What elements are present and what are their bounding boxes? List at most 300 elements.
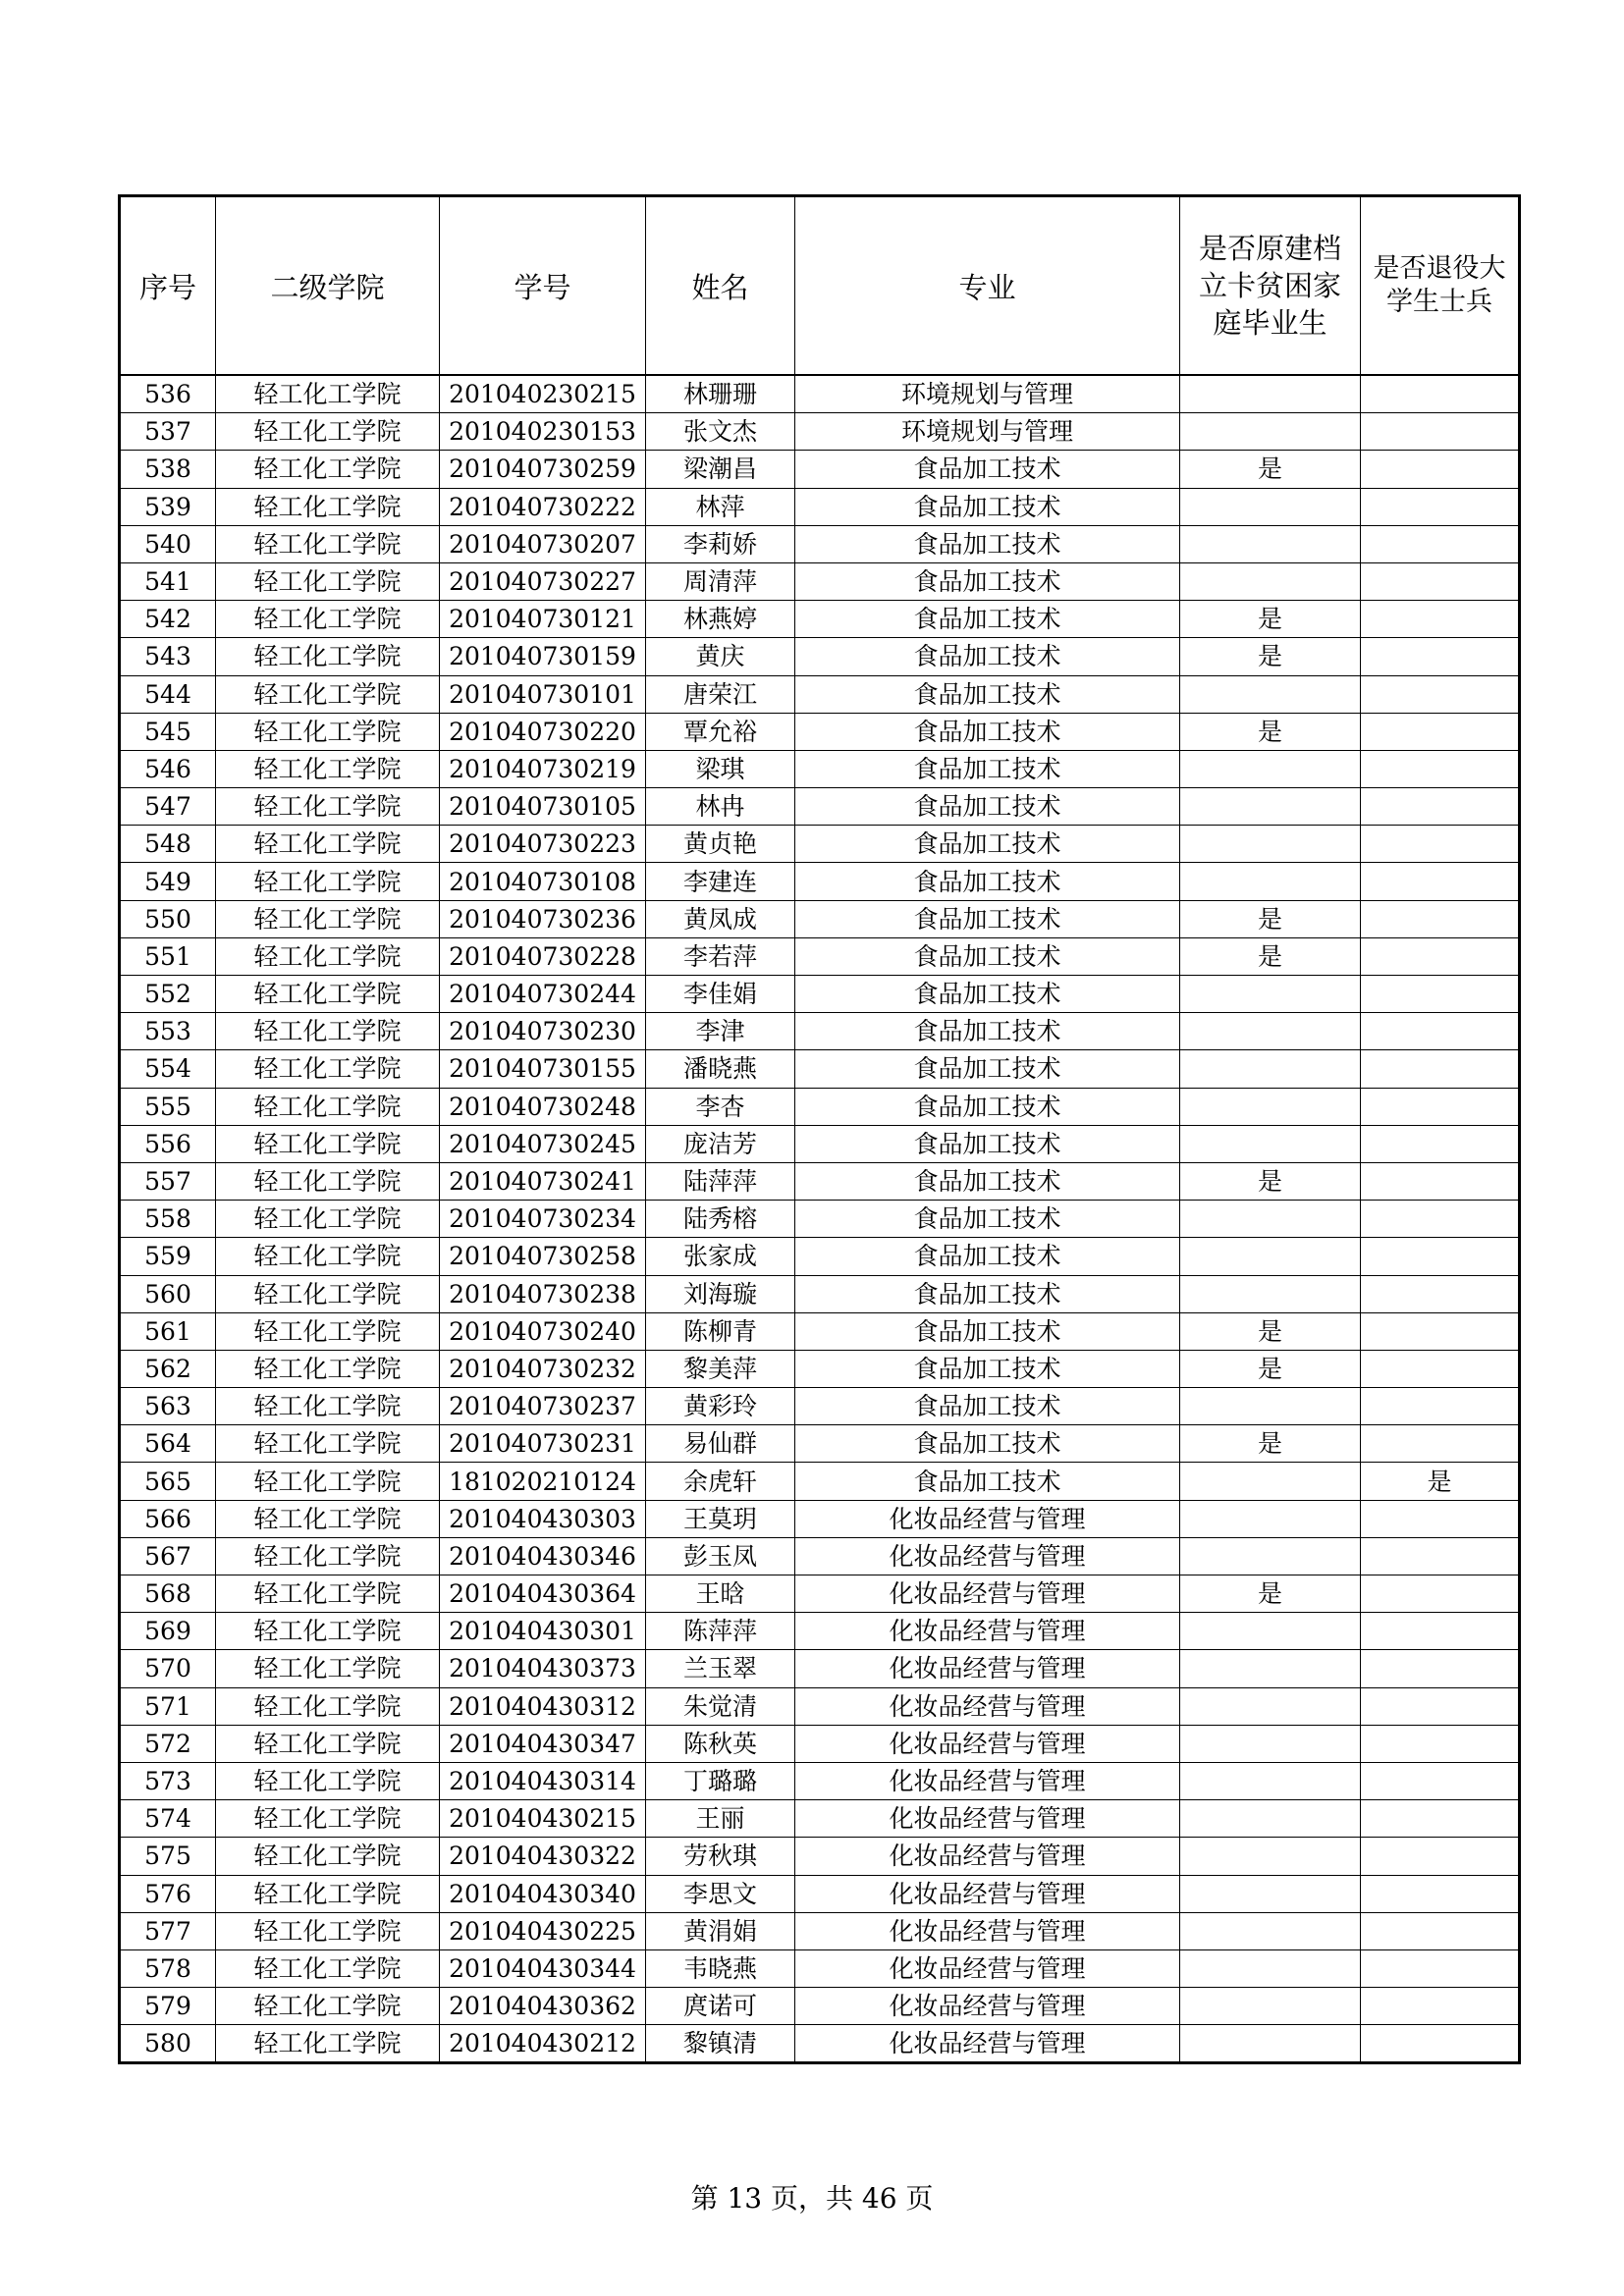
cell-major: 食品加工技术 [795, 562, 1180, 600]
cell-student-id: 201040730259 [440, 451, 646, 488]
cell-name: 林珊珊 [646, 375, 795, 413]
cell-name: 张文杰 [646, 413, 795, 451]
cell-college: 轻工化工学院 [216, 1350, 440, 1387]
cell-veteran [1361, 1238, 1520, 1275]
cell-college: 轻工化工学院 [216, 1613, 440, 1650]
cell-major: 食品加工技术 [795, 1125, 1180, 1162]
cell-student-id: 201040730159 [440, 638, 646, 675]
cell-veteran [1361, 863, 1520, 900]
cell-name: 韦晓燕 [646, 1949, 795, 1987]
cell-name: 黄彩玲 [646, 1388, 795, 1425]
cell-major: 食品加工技术 [795, 863, 1180, 900]
cell-veteran [1361, 601, 1520, 638]
cell-poverty [1180, 375, 1361, 413]
cell-college: 轻工化工学院 [216, 1463, 440, 1500]
cell-poverty [1180, 1800, 1361, 1838]
cell-college: 轻工化工学院 [216, 413, 440, 451]
cell-poverty [1180, 1762, 1361, 1799]
table-row [120, 488, 1520, 525]
table-row [120, 525, 1520, 562]
table-row [120, 750, 1520, 787]
cell-college: 轻工化工学院 [216, 601, 440, 638]
cell-veteran [1361, 1949, 1520, 1987]
cell-veteran [1361, 675, 1520, 713]
cell-college: 轻工化工学院 [216, 1875, 440, 1912]
cell-student-id: 201040430314 [440, 1762, 646, 1799]
cell-student-id: 201040230215 [440, 375, 646, 413]
table-row [120, 1500, 1520, 1537]
cell-major: 食品加工技术 [795, 1050, 1180, 1088]
table-row [120, 713, 1520, 750]
cell-major: 化妆品经营与管理 [795, 1912, 1180, 1949]
cell-name: 陈柳青 [646, 1312, 795, 1350]
cell-poverty [1180, 1275, 1361, 1312]
cell-major: 食品加工技术 [795, 937, 1180, 975]
cell-poverty [1180, 525, 1361, 562]
table-row [120, 1125, 1520, 1162]
cell-seq: 548 [120, 826, 216, 863]
cell-poverty [1180, 1050, 1361, 1088]
cell-college: 轻工化工学院 [216, 1725, 440, 1762]
cell-poverty [1180, 1725, 1361, 1762]
cell-major: 食品加工技术 [795, 675, 1180, 713]
cell-major: 化妆品经营与管理 [795, 1650, 1180, 1687]
table-row [120, 1650, 1520, 1687]
cell-name: 黄涓娟 [646, 1912, 795, 1949]
cell-college: 轻工化工学院 [216, 1425, 440, 1463]
cell-college: 轻工化工学院 [216, 1500, 440, 1537]
cell-veteran [1361, 1201, 1520, 1238]
cell-name: 黄贞艳 [646, 826, 795, 863]
cell-poverty [1180, 1500, 1361, 1537]
cell-name: 李建连 [646, 863, 795, 900]
cell-major: 食品加工技术 [795, 638, 1180, 675]
cell-major: 食品加工技术 [795, 601, 1180, 638]
cell-college: 轻工化工学院 [216, 826, 440, 863]
cell-veteran [1361, 826, 1520, 863]
cell-major: 化妆品经营与管理 [795, 1988, 1180, 2025]
cell-poverty [1180, 1650, 1361, 1687]
header-major: 专业 [795, 196, 1180, 376]
cell-college: 轻工化工学院 [216, 900, 440, 937]
cell-poverty [1180, 976, 1361, 1013]
cell-college: 轻工化工学院 [216, 863, 440, 900]
table-row [120, 1687, 1520, 1725]
cell-veteran [1361, 1875, 1520, 1912]
cell-name: 黄凤成 [646, 900, 795, 937]
cell-college: 轻工化工学院 [216, 1088, 440, 1125]
cell-major: 环境规划与管理 [795, 375, 1180, 413]
cell-college: 轻工化工学院 [216, 1650, 440, 1687]
cell-seq: 565 [120, 1463, 216, 1500]
cell-name: 李杏 [646, 1088, 795, 1125]
table-row [120, 976, 1520, 1013]
cell-seq: 560 [120, 1275, 216, 1312]
cell-veteran [1361, 1575, 1520, 1613]
cell-name: 易仙群 [646, 1425, 795, 1463]
cell-name: 丁璐璐 [646, 1762, 795, 1799]
cell-college: 轻工化工学院 [216, 2025, 440, 2063]
cell-student-id: 201040430303 [440, 1500, 646, 1537]
cell-poverty [1180, 562, 1361, 600]
cell-poverty [1180, 1613, 1361, 1650]
cell-college: 轻工化工学院 [216, 675, 440, 713]
cell-college: 轻工化工学院 [216, 488, 440, 525]
cell-name: 陆秀榕 [646, 1201, 795, 1238]
cell-student-id: 201040430340 [440, 1875, 646, 1912]
cell-college: 轻工化工学院 [216, 1013, 440, 1050]
cell-name: 王晗 [646, 1575, 795, 1613]
cell-poverty: 是 [1180, 451, 1361, 488]
cell-poverty: 是 [1180, 1425, 1361, 1463]
cell-seq: 536 [120, 375, 216, 413]
cell-major: 食品加工技术 [795, 826, 1180, 863]
cell-major: 食品加工技术 [795, 1162, 1180, 1200]
cell-poverty [1180, 1463, 1361, 1500]
cell-major: 食品加工技术 [795, 1388, 1180, 1425]
cell-veteran [1361, 1650, 1520, 1687]
cell-seq: 547 [120, 788, 216, 826]
cell-seq: 546 [120, 750, 216, 787]
cell-major: 化妆品经营与管理 [795, 1838, 1180, 1875]
cell-seq: 541 [120, 562, 216, 600]
cell-major: 食品加工技术 [795, 750, 1180, 787]
cell-seq: 577 [120, 1912, 216, 1949]
cell-major: 化妆品经营与管理 [795, 1687, 1180, 1725]
cell-major: 食品加工技术 [795, 900, 1180, 937]
cell-seq: 559 [120, 1238, 216, 1275]
cell-veteran [1361, 937, 1520, 975]
cell-poverty [1180, 1988, 1361, 2025]
cell-student-id: 201040730248 [440, 1088, 646, 1125]
cell-major: 食品加工技术 [795, 976, 1180, 1013]
cell-college: 轻工化工学院 [216, 1762, 440, 1799]
cell-seq: 579 [120, 1988, 216, 2025]
cell-major: 化妆品经营与管理 [795, 1613, 1180, 1650]
cell-college: 轻工化工学院 [216, 1275, 440, 1312]
cell-major: 化妆品经营与管理 [795, 1500, 1180, 1537]
cell-veteran [1361, 638, 1520, 675]
cell-student-id: 201040730258 [440, 1238, 646, 1275]
table-row [120, 601, 1520, 638]
cell-veteran [1361, 488, 1520, 525]
cell-poverty [1180, 1238, 1361, 1275]
table-row [120, 1463, 1520, 1500]
cell-seq: 556 [120, 1125, 216, 1162]
cell-college: 轻工化工学院 [216, 1687, 440, 1725]
cell-poverty [1180, 1838, 1361, 1875]
cell-major: 食品加工技术 [795, 1425, 1180, 1463]
cell-poverty: 是 [1180, 638, 1361, 675]
cell-major: 食品加工技术 [795, 713, 1180, 750]
table-row [120, 1800, 1520, 1838]
cell-poverty: 是 [1180, 1312, 1361, 1350]
table-row [120, 638, 1520, 675]
cell-college: 轻工化工学院 [216, 1312, 440, 1350]
table-row [120, 451, 1520, 488]
cell-major: 食品加工技术 [795, 1463, 1180, 1500]
cell-name: 林燕婷 [646, 601, 795, 638]
cell-student-id: 201040730232 [440, 1350, 646, 1387]
cell-name: 李莉娇 [646, 525, 795, 562]
cell-name: 王莫玥 [646, 1500, 795, 1537]
cell-student-id: 201040730101 [440, 675, 646, 713]
table-row [120, 1312, 1520, 1350]
table-row [120, 1425, 1520, 1463]
cell-seq: 543 [120, 638, 216, 675]
cell-veteran [1361, 1013, 1520, 1050]
cell-poverty [1180, 826, 1361, 863]
cell-name: 张家成 [646, 1238, 795, 1275]
table-row [120, 1162, 1520, 1200]
cell-poverty: 是 [1180, 1350, 1361, 1387]
cell-poverty [1180, 1875, 1361, 1912]
table-row [120, 675, 1520, 713]
table-body [120, 375, 1520, 2063]
cell-veteran [1361, 1050, 1520, 1088]
cell-seq: 573 [120, 1762, 216, 1799]
cell-student-id: 201040430322 [440, 1838, 646, 1875]
cell-veteran [1361, 375, 1520, 413]
cell-major: 化妆品经营与管理 [795, 1762, 1180, 1799]
cell-veteran [1361, 788, 1520, 826]
table-row [120, 1575, 1520, 1613]
cell-name: 庹诺可 [646, 1988, 795, 2025]
cell-student-id: 201040730223 [440, 826, 646, 863]
header-student-id: 学号 [440, 196, 646, 376]
cell-college: 轻工化工学院 [216, 1912, 440, 1949]
cell-poverty [1180, 675, 1361, 713]
cell-veteran [1361, 525, 1520, 562]
cell-seq: 551 [120, 937, 216, 975]
cell-poverty: 是 [1180, 937, 1361, 975]
cell-major: 食品加工技术 [795, 488, 1180, 525]
cell-name: 彭玉凤 [646, 1537, 795, 1575]
cell-veteran [1361, 1125, 1520, 1162]
table-row [120, 375, 1520, 413]
cell-college: 轻工化工学院 [216, 1050, 440, 1088]
student-table [118, 194, 1521, 2064]
table-row [120, 1537, 1520, 1575]
cell-name: 刘海璇 [646, 1275, 795, 1312]
cell-name: 庞洁芳 [646, 1125, 795, 1162]
table-row [120, 1988, 1520, 2025]
cell-student-id: 201040430212 [440, 2025, 646, 2063]
cell-veteran [1361, 562, 1520, 600]
cell-name: 唐荣江 [646, 675, 795, 713]
cell-seq: 552 [120, 976, 216, 1013]
table-row [120, 1088, 1520, 1125]
table-row [120, 1013, 1520, 1050]
cell-seq: 570 [120, 1650, 216, 1687]
table-row [120, 1275, 1520, 1312]
cell-name: 梁潮昌 [646, 451, 795, 488]
header-poverty: 是否原建档立卡贫困家庭毕业生 [1180, 196, 1361, 376]
header-veteran: 是否退役大学生士兵 [1361, 196, 1520, 376]
cell-seq: 549 [120, 863, 216, 900]
cell-college: 轻工化工学院 [216, 1575, 440, 1613]
cell-poverty [1180, 1949, 1361, 1987]
cell-college: 轻工化工学院 [216, 788, 440, 826]
cell-veteran [1361, 1388, 1520, 1425]
cell-seq: 569 [120, 1613, 216, 1650]
cell-student-id: 201040730231 [440, 1425, 646, 1463]
cell-student-id: 181020210124 [440, 1463, 646, 1500]
cell-veteran [1361, 750, 1520, 787]
cell-major: 食品加工技术 [795, 451, 1180, 488]
cell-seq: 575 [120, 1838, 216, 1875]
cell-veteran [1361, 1912, 1520, 1949]
cell-college: 轻工化工学院 [216, 937, 440, 975]
table-row [120, 826, 1520, 863]
cell-major: 食品加工技术 [795, 1275, 1180, 1312]
cell-college: 轻工化工学院 [216, 1201, 440, 1238]
table-row [120, 937, 1520, 975]
cell-seq: 561 [120, 1312, 216, 1350]
cell-poverty [1180, 413, 1361, 451]
cell-veteran [1361, 713, 1520, 750]
cell-student-id: 201040730230 [440, 1013, 646, 1050]
cell-poverty [1180, 788, 1361, 826]
cell-student-id: 201040730105 [440, 788, 646, 826]
cell-veteran [1361, 1162, 1520, 1200]
cell-name: 余虎轩 [646, 1463, 795, 1500]
cell-name: 潘晓燕 [646, 1050, 795, 1088]
cell-seq: 578 [120, 1949, 216, 1987]
cell-poverty [1180, 1537, 1361, 1575]
cell-student-id: 201040730155 [440, 1050, 646, 1088]
cell-major: 食品加工技术 [795, 525, 1180, 562]
cell-poverty [1180, 1013, 1361, 1050]
cell-poverty: 是 [1180, 601, 1361, 638]
cell-major: 化妆品经营与管理 [795, 1875, 1180, 1912]
cell-college: 轻工化工学院 [216, 713, 440, 750]
cell-poverty [1180, 1912, 1361, 1949]
cell-seq: 580 [120, 2025, 216, 2063]
table-row [120, 1762, 1520, 1799]
cell-college: 轻工化工学院 [216, 1988, 440, 2025]
cell-name: 林萍 [646, 488, 795, 525]
cell-seq: 539 [120, 488, 216, 525]
cell-major: 食品加工技术 [795, 1312, 1180, 1350]
cell-seq: 550 [120, 900, 216, 937]
table-row [120, 2025, 1520, 2063]
table-row [120, 1875, 1520, 1912]
cell-seq: 566 [120, 1500, 216, 1537]
cell-student-id: 201040430346 [440, 1537, 646, 1575]
cell-name: 李津 [646, 1013, 795, 1050]
cell-name: 黎镇清 [646, 2025, 795, 2063]
cell-major: 化妆品经营与管理 [795, 1575, 1180, 1613]
cell-veteran [1361, 1988, 1520, 2025]
cell-veteran [1361, 1350, 1520, 1387]
cell-name: 李若萍 [646, 937, 795, 975]
cell-student-id: 201040730227 [440, 562, 646, 600]
cell-major: 化妆品经营与管理 [795, 1949, 1180, 1987]
cell-college: 轻工化工学院 [216, 1388, 440, 1425]
cell-seq: 572 [120, 1725, 216, 1762]
cell-seq: 540 [120, 525, 216, 562]
cell-seq: 564 [120, 1425, 216, 1463]
cell-student-id: 201040430344 [440, 1949, 646, 1987]
cell-student-id: 201040730240 [440, 1312, 646, 1350]
cell-college: 轻工化工学院 [216, 525, 440, 562]
cell-major: 化妆品经营与管理 [795, 1800, 1180, 1838]
cell-name: 兰玉翠 [646, 1650, 795, 1687]
cell-student-id: 201040730238 [440, 1275, 646, 1312]
cell-veteran [1361, 1425, 1520, 1463]
cell-student-id: 201040230153 [440, 413, 646, 451]
cell-student-id: 201040430373 [440, 1650, 646, 1687]
cell-student-id: 201040430362 [440, 1988, 646, 2025]
table-row [120, 1350, 1520, 1387]
cell-college: 轻工化工学院 [216, 1949, 440, 1987]
cell-poverty [1180, 1388, 1361, 1425]
cell-major: 食品加工技术 [795, 1013, 1180, 1050]
cell-major: 食品加工技术 [795, 1201, 1180, 1238]
cell-student-id: 201040730219 [440, 750, 646, 787]
header-college: 二级学院 [216, 196, 440, 376]
table-row [120, 1201, 1520, 1238]
cell-name: 陆萍萍 [646, 1162, 795, 1200]
cell-name: 陈秋英 [646, 1725, 795, 1762]
cell-veteran [1361, 976, 1520, 1013]
cell-major: 食品加工技术 [795, 1350, 1180, 1387]
cell-student-id: 201040730207 [440, 525, 646, 562]
cell-student-id: 201040730241 [440, 1162, 646, 1200]
cell-college: 轻工化工学院 [216, 1125, 440, 1162]
cell-poverty [1180, 1687, 1361, 1725]
cell-seq: 557 [120, 1162, 216, 1200]
cell-seq: 568 [120, 1575, 216, 1613]
table-row [120, 1238, 1520, 1275]
cell-seq: 542 [120, 601, 216, 638]
cell-college: 轻工化工学院 [216, 750, 440, 787]
cell-veteran [1361, 2025, 1520, 2063]
header-row [120, 196, 1520, 376]
cell-student-id: 201040430364 [440, 1575, 646, 1613]
cell-poverty [1180, 750, 1361, 787]
table-row [120, 1949, 1520, 1987]
cell-major: 食品加工技术 [795, 1238, 1180, 1275]
cell-college: 轻工化工学院 [216, 1800, 440, 1838]
cell-student-id: 201040730234 [440, 1201, 646, 1238]
cell-poverty: 是 [1180, 713, 1361, 750]
cell-student-id: 201040730228 [440, 937, 646, 975]
cell-student-id: 201040430225 [440, 1912, 646, 1949]
table-row [120, 1838, 1520, 1875]
cell-veteran: 是 [1361, 1463, 1520, 1500]
cell-seq: 545 [120, 713, 216, 750]
table-row [120, 413, 1520, 451]
cell-college: 轻工化工学院 [216, 1162, 440, 1200]
table-row [120, 1725, 1520, 1762]
cell-name: 黄庆 [646, 638, 795, 675]
cell-poverty: 是 [1180, 900, 1361, 937]
cell-seq: 576 [120, 1875, 216, 1912]
cell-student-id: 201040430215 [440, 1800, 646, 1838]
cell-veteran [1361, 451, 1520, 488]
cell-seq: 537 [120, 413, 216, 451]
cell-name: 覃允裕 [646, 713, 795, 750]
cell-college: 轻工化工学院 [216, 1838, 440, 1875]
cell-name: 李佳娟 [646, 976, 795, 1013]
cell-veteran [1361, 1725, 1520, 1762]
cell-student-id: 201040430312 [440, 1687, 646, 1725]
cell-seq: 562 [120, 1350, 216, 1387]
cell-poverty [1180, 1125, 1361, 1162]
cell-veteran [1361, 413, 1520, 451]
